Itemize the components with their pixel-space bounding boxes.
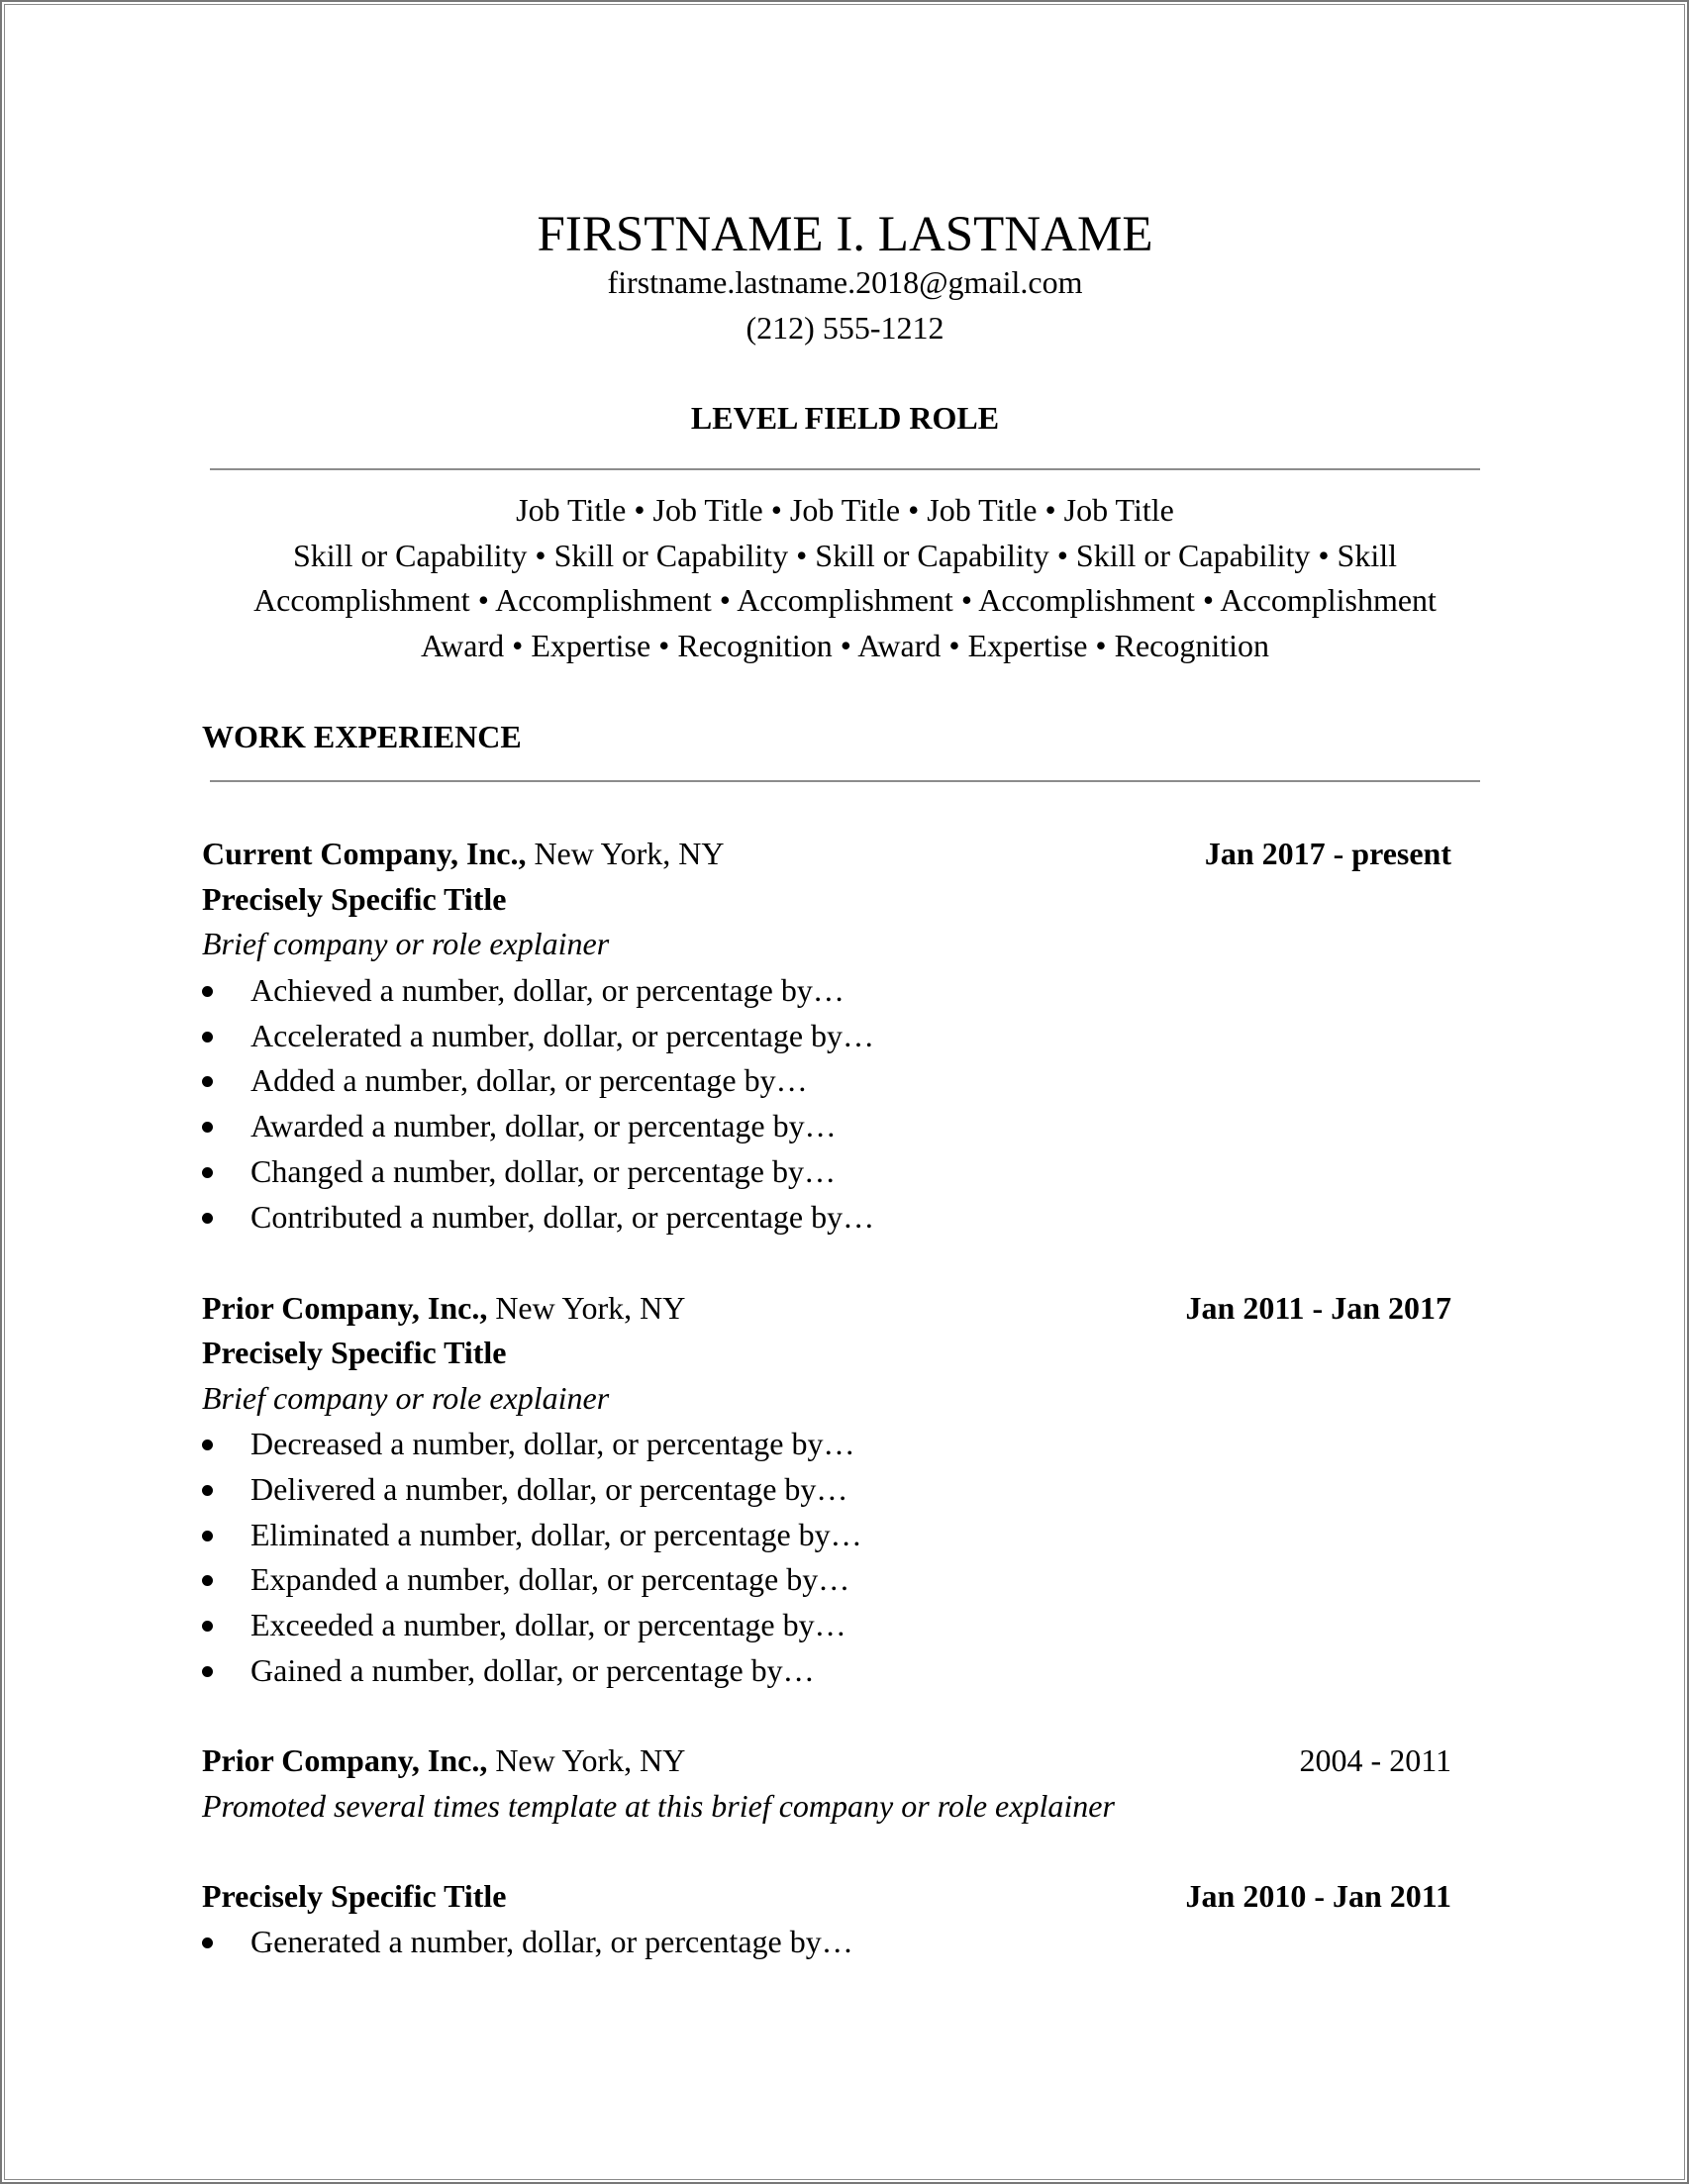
candidate-name: FIRSTNAME I. LASTNAME bbox=[537, 207, 1153, 262]
bullet-item bbox=[202, 1421, 1451, 1466]
bullet-item bbox=[202, 1602, 1451, 1647]
job-explainer: Brief company or role explainer bbox=[202, 1380, 610, 1416]
role-dates: Jan 2010 - Jan 2011 bbox=[1185, 1878, 1451, 1914]
bullet-icon bbox=[202, 1666, 213, 1677]
bullet-item bbox=[202, 1512, 1451, 1557]
role-title: Precisely Specific Title bbox=[202, 1878, 507, 1914]
bullet-item bbox=[202, 1103, 1451, 1148]
bullet-icon bbox=[202, 1167, 213, 1178]
bullet-text: Changed a number, dollar, or percentage by… bbox=[250, 1153, 836, 1189]
contact-phone: (212) 555-1212 bbox=[745, 310, 944, 346]
bullet-text: Added a number, dollar, or percentage by… bbox=[250, 1062, 808, 1098]
company-name: Current Company, Inc., bbox=[202, 836, 527, 871]
bullet-icon bbox=[202, 1937, 213, 1948]
job-dates: Jan 2017 - present bbox=[1204, 836, 1451, 871]
divider bbox=[210, 468, 1480, 470]
company-location: New York, NY bbox=[487, 1290, 686, 1326]
bullet-item bbox=[202, 1057, 1451, 1103]
bullet-icon bbox=[202, 1032, 213, 1042]
bullet-item bbox=[202, 1148, 1451, 1194]
job-header bbox=[202, 1737, 1451, 1783]
contact-email[interactable]: firstname.lastname.2018@gmail.com bbox=[607, 264, 1083, 300]
bullet-text: Generated a number, dollar, or percentage by… bbox=[250, 1924, 853, 1959]
bullet-icon bbox=[202, 1485, 213, 1496]
bullet-text: Decreased a number, dollar, or percentage by… bbox=[250, 1426, 855, 1461]
summary-awards: Award • Expertise • Recognition • Award • Expertise • Recognition bbox=[420, 628, 1270, 663]
bullet-icon bbox=[202, 1575, 213, 1586]
company-location: New York, NY bbox=[526, 836, 725, 871]
job-explainer: Promoted several times template at this brief company or role explainer bbox=[202, 1788, 1115, 1824]
bullet-text: Gained a number, dollar, or percentage by… bbox=[250, 1652, 815, 1688]
job-dates: 2004 - 2011 bbox=[1299, 1742, 1451, 1778]
job-header bbox=[202, 831, 1451, 876]
bullet-icon bbox=[202, 1439, 213, 1450]
company-location: New York, NY bbox=[487, 1742, 686, 1778]
bullet-text: Delivered a number, dollar, or percentage by… bbox=[250, 1471, 848, 1507]
job-explainer: Brief company or role explainer bbox=[202, 926, 610, 961]
bullet-item bbox=[202, 1556, 1451, 1602]
summary-job-titles: Job Title • Job Title • Job Title • Job Title • Job Title bbox=[516, 492, 1174, 528]
job-dates: Jan 2011 - Jan 2017 bbox=[1185, 1290, 1451, 1326]
bullet-icon bbox=[202, 1076, 213, 1087]
bullet-item bbox=[202, 1647, 1451, 1693]
bullet-text: Contributed a number, dollar, or percentage by… bbox=[250, 1199, 875, 1235]
bullet-text: Accelerated a number, dollar, or percentage by… bbox=[250, 1018, 875, 1053]
bullet-item bbox=[202, 967, 1451, 1013]
company-name: Prior Company, Inc., bbox=[202, 1290, 488, 1326]
bullet-icon bbox=[202, 986, 213, 997]
bullet-icon bbox=[202, 1531, 213, 1541]
job-title: Precisely Specific Title bbox=[202, 1335, 507, 1370]
divider bbox=[210, 780, 1480, 782]
bullet-icon bbox=[202, 1213, 213, 1224]
summary-accomplishments: Accomplishment • Accomplishment • Accomplishment • Accomplishment • Accomplishment bbox=[253, 582, 1437, 618]
job-title: Precisely Specific Title bbox=[202, 881, 507, 917]
bullet-text: Exceeded a number, dollar, or percentage by… bbox=[250, 1607, 846, 1642]
headline: LEVEL FIELD ROLE bbox=[690, 400, 1000, 436]
bullet-text: Achieved a number, dollar, or percentage by… bbox=[250, 972, 844, 1008]
bullet-item bbox=[202, 1919, 1451, 1964]
job-header bbox=[202, 1285, 1451, 1331]
bullet-text: Eliminated a number, dollar, or percentage by… bbox=[250, 1517, 862, 1552]
bullet-item bbox=[202, 1013, 1451, 1058]
company-name: Prior Company, Inc., bbox=[202, 1742, 488, 1778]
bullet-icon bbox=[202, 1122, 213, 1133]
role-header bbox=[202, 1873, 1451, 1919]
bullet-icon bbox=[202, 1621, 213, 1632]
bullet-text: Expanded a number, dollar, or percentage by… bbox=[250, 1561, 850, 1597]
bullet-item bbox=[202, 1466, 1451, 1512]
bullet-text: Awarded a number, dollar, or percentage by… bbox=[250, 1108, 837, 1143]
section-title-work-experience: WORK EXPERIENCE bbox=[202, 719, 522, 754]
summary-skills: Skill or Capability • Skill or Capability • Skill or Capability • Skill or Capability • Skill bbox=[292, 538, 1398, 573]
bullet-item bbox=[202, 1194, 1451, 1240]
